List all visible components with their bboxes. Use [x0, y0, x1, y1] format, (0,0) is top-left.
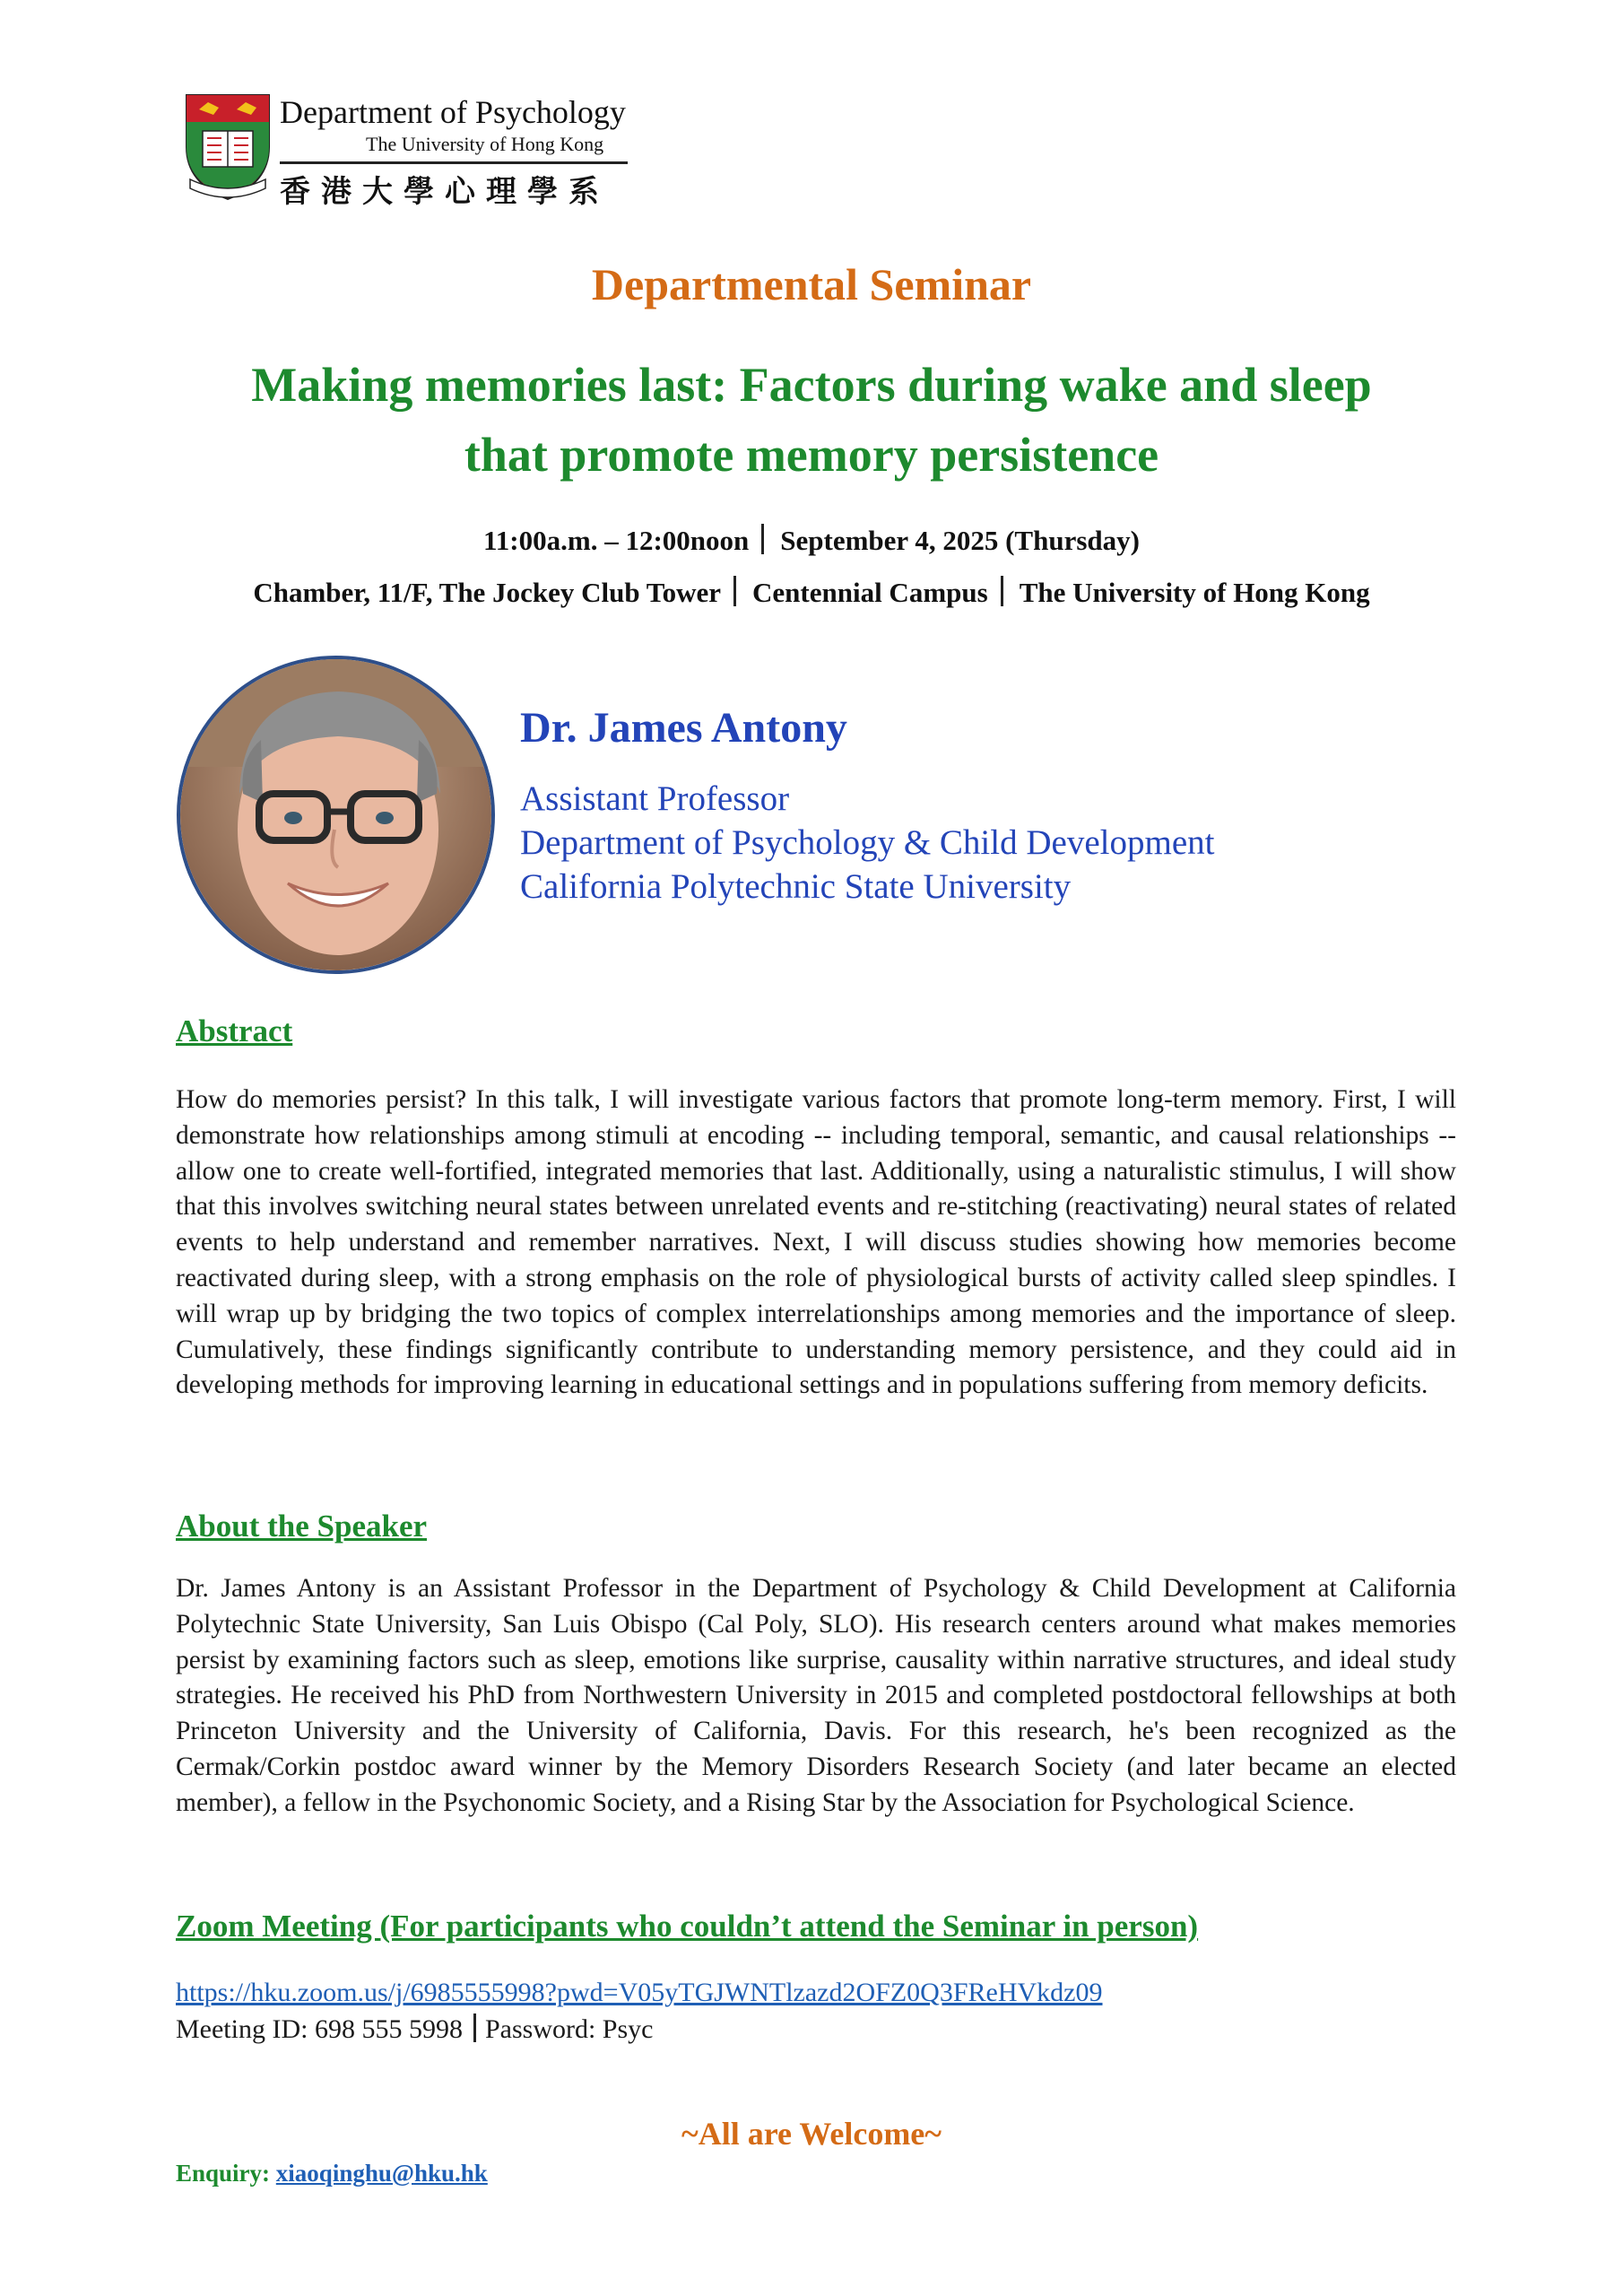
separator	[473, 2013, 476, 2042]
venue-campus: Centennial Campus	[752, 577, 988, 608]
logo-divider	[280, 161, 628, 164]
venue-line	[0, 576, 1623, 609]
enquiry-label: Enquiry:	[176, 2160, 271, 2187]
venue-room: Chamber, 11/F, The Jockey Club Tower	[253, 577, 721, 608]
welcome-note: ~All are Welcome~	[681, 2116, 942, 2152]
hku-psychology-logo	[183, 91, 649, 210]
speaker-portrait-icon	[180, 659, 491, 970]
enquiry-line	[176, 2160, 488, 2187]
zoom-meeting-id: Meeting ID: 698 555 5998	[176, 2014, 463, 2044]
enquiry-email-link[interactable]: xiaoqinghu@hku.hk	[275, 2160, 488, 2187]
hku-crest-icon	[183, 91, 273, 203]
schedule-line	[0, 524, 1623, 557]
separator	[733, 576, 736, 606]
logo-chinese-name: 香港大學心理學系	[280, 174, 610, 210]
logo-department: Department of Psychology	[280, 94, 626, 130]
separator	[761, 524, 764, 554]
speaker-department: Department of Psychology & Child Development	[520, 823, 1215, 862]
talk-title-line2: that promote memory persistence	[464, 428, 1159, 482]
speaker-name: Dr. James Antony	[520, 704, 847, 752]
about-speaker-text: Dr. James Antony is an Assistant Professor in the Department of Psychology & Child Development at California Polytechnic State University, San Luis Obispo (Cal Poly, SLO). His research centers around what makes memories persist by examining factors such as sleep, emotions like surprise, causality within narrative structures, and ideal study strategies. He received his PhD from Northwestern University in 2015 and completed postdoctoral fellowships at both Princeton University and the University of California, Davis. For this research, he's been recognized as the Cermak/Corkin postdoc award winner by the Memory Disorders Research Society (and later became an elected member), a fellow in the Psychonomic Society, and a Rising Star by the Association for Psychological Science.	[176, 1574, 1456, 1817]
seminar-date: September 4, 2025 (Thursday)	[780, 525, 1140, 556]
talk-title-line1: Making memories last: Factors during wake and sleep	[251, 358, 1372, 412]
zoom-meeting-link[interactable]: https://hku.zoom.us/j/6985555998?pwd=V05yTGJWNTlzazd2OFZ0Q3FReHVkdz09	[176, 1978, 1103, 2007]
seminar-label: Departmental Seminar	[591, 259, 1032, 309]
zoom-heading: Zoom Meeting (For participants who couldn’t attend the Seminar in person)	[176, 1909, 1199, 1944]
separator	[1001, 576, 1003, 606]
abstract-text: How do memories persist? In this talk, I will investigate various factors that promote long-term memory. First, I will demonstrate how relationships among stimuli at encoding -- including temporal, semantic, and causal relationships -- allow one to create well-fortified, integrated memories that last. Additionally, using a naturalistic stimulus, I will show that this involves switching neural states between unrelated events and re-stitching (reactivating) neural states of related events to help understand and remember narratives. Next, I will discuss studies showing how memories become reactivated during sleep, with a strong emphasis on the role of physiological bursts of activity called sleep spindles. I will wrap up by bridging the two topics of complex interrelationships among memories and the importance of sleep. Cumulatively, these findings significantly contribute to understanding memory persistence, and they could aid in developing methods for improving learning in educational settings and in populations suffering from memory deficits.	[176, 1085, 1456, 1400]
seminar-time: 11:00a.m. – 12:00noon	[483, 525, 750, 556]
abstract-heading: Abstract	[176, 1013, 293, 1048]
zoom-meeting-details	[176, 2013, 653, 2045]
zoom-password: Password: Psyc	[484, 2014, 654, 2044]
logo-university: The University of Hong Kong	[366, 133, 604, 155]
speaker-photo	[177, 656, 495, 974]
speaker-institution: California Polytechnic State University	[520, 867, 1072, 906]
speaker-position: Assistant Professor	[520, 779, 790, 818]
about-speaker-heading: About the Speaker	[176, 1509, 428, 1544]
venue-university: The University of Hong Kong	[1019, 577, 1370, 608]
